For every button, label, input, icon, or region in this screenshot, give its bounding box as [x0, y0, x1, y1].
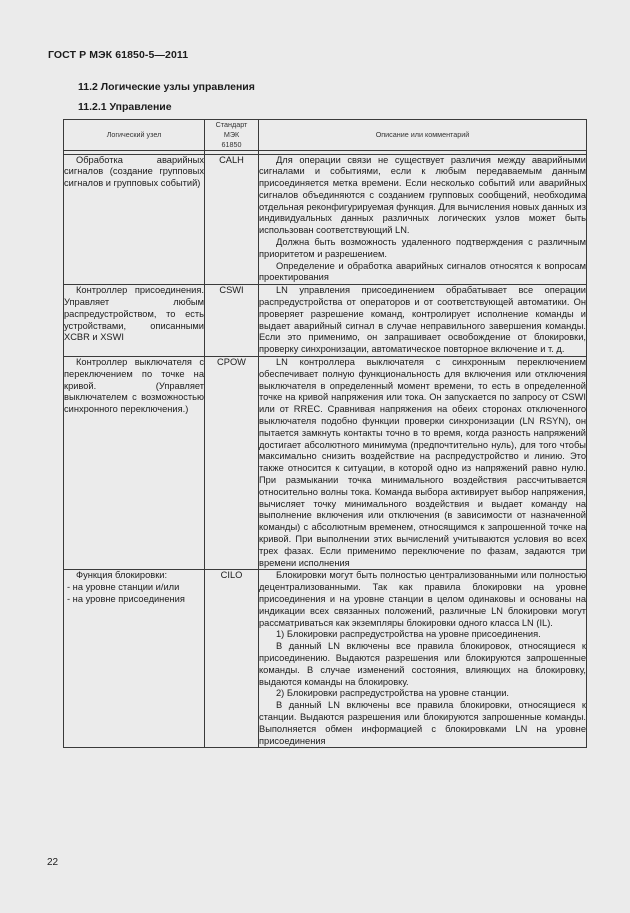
row-description-cell	[259, 154, 587, 285]
table-row	[64, 285, 587, 357]
column-header-description: Описание или комментарий	[259, 120, 587, 151]
row-description-cell	[259, 285, 587, 357]
description-paragraph: LN управления присоединением обрабатывает все операции распредустройства от операторов и от соответствующей автоматики. Он проверяет разрешение команд, контролирует исполнение команды и выдает аварийный сигнал в случае неправильного завершения команды. Если это применимо, он запрашивает освобождение от блокировки, проверку синхронизации, автоматическое повторное включение и т. д.	[259, 285, 586, 355]
row-node-text: Контроллер присоединения. Управляет любым распредустройством, то есть устройствами, описанными XCBR и XSWI	[64, 285, 204, 343]
description-paragraph: В данный LN включены все правила блокировок, относящиеся к присоединению. Выдаются разрешения или блокируются запрошенные команды. В случае изменений состояния, влияющих на блокировку, выдаются команды на блокировку.	[259, 641, 586, 687]
description-paragraph: Для операции связи не существует различия между аварийными сигналами и событиями, если к любым передаваемым данным присоединяется метка времени. Если несколько событий или аварийных сигналов объединяются с созданием групповых сообщений, необходима отдельная реконфигурируемая функция. Для вычисления новых данных из индивидуальных данных различных логических узлов может быть использован соответствующий LN.	[259, 154, 586, 236]
row-description-cell	[259, 357, 587, 570]
column-header-standard: Стандарт МЭК 61850	[205, 120, 259, 151]
page-number: 22	[47, 857, 59, 868]
row-node-list-item: - на уровне присоединения	[67, 593, 185, 604]
logical-nodes-table	[63, 119, 587, 748]
table-row	[64, 357, 587, 570]
column-header-node: Логический узел	[64, 120, 205, 151]
row-standard-cell: CALH	[205, 154, 259, 285]
row-node-title: Функция блокировки:	[76, 570, 168, 581]
description-paragraph: 2) Блокировки распредустройства на уровне станции.	[276, 688, 509, 699]
table-header-row	[64, 120, 587, 151]
table-row	[64, 154, 587, 285]
description-paragraph: В данный LN включены все правила блокировки, относящиеся к станции. Выдаются разрешения или блокируются запрошенные команды. Выполняется обмен информацией с блокировками LN на уровне присоединения	[259, 700, 586, 746]
document-code-header: ГОСТ Р МЭК 61850-5—2011	[48, 49, 189, 61]
row-standard-cell: CPOW	[205, 357, 259, 570]
row-standard-cell: CSWI	[205, 285, 259, 357]
subsection-title: 11.2.1 Управление	[78, 101, 172, 113]
section-title: 11.2 Логические узлы управления	[78, 81, 255, 93]
row-node-cell	[64, 570, 205, 748]
description-paragraph: 1) Блокировки распредустройства на уровне присоединения.	[276, 629, 541, 640]
row-node-cell	[64, 285, 205, 357]
description-paragraph: Должна быть возможность удаленного подтверждения с различным приоритетом и разрешением.	[259, 237, 586, 259]
description-paragraph: Определение и обработка аварийных сигналов относятся к вопросам проектирования	[259, 260, 586, 283]
row-node-cell	[64, 357, 205, 570]
row-node-text: Обработка аварийных сигналов (создание групповых сигналов и групповых событий)	[64, 154, 204, 189]
description-paragraph: LN контроллера выключателя с синхронным переключением обеспечивает полную функциональность для включения или отключения выключателя в определенный момент времени, то есть в определенной точке на кривой напряжения или тока. Он запускается по запросу от CSWI или от RREC. Сравнивая напряжения на обеих сторонах отключенного выключателя подобно функции проверки синхронизации (LN RSYN), он пытается замкнуть контакты точно в то время, когда разность напряжений достигает абсолютного минимума (предпочтительно нуль), для того чтобы максимально снизить воздействие на распредустройство и линию. Это также относится к ситуации, в которой одно из напряжений равно нулю. При размыкании точка минимального воздействия рассчитывается относительно волны тока. Команда выбора активирует выбор напряжения, вычисляет точку минимального воздействия и выдает команду на выполнение включения или отключения (в зависимости от назначенной команды) с абсолютным временем, относящимся к запрошенной точке на кривой. При выполнении этих вычислений учитываются условия во всех трех фазах. Если применимо переключение по фазам, задаются три времени исполнения	[259, 357, 586, 568]
row-node-cell	[64, 154, 205, 285]
row-node-text: Контроллер выключателя с переключением по точке на кривой. (Управляет выключателем с возможностью синхронного переключения.)	[64, 357, 204, 415]
row-node-list-item: - на уровне станции и/или	[67, 582, 180, 593]
row-standard-cell: CILO	[205, 570, 259, 748]
description-paragraph: Блокировки могут быть полностью централизованными или полностью децентрализованными. Так как правила блокировки на уровне присоединения и на уровне станции в целом одинаковы и основаны на индикации всех связанных положений, различные LN блокировки могут рассматриваться как экземпляры блокировки одного класса LN (IL).	[259, 570, 586, 628]
row-description-cell	[259, 570, 587, 748]
table-row	[64, 570, 587, 748]
